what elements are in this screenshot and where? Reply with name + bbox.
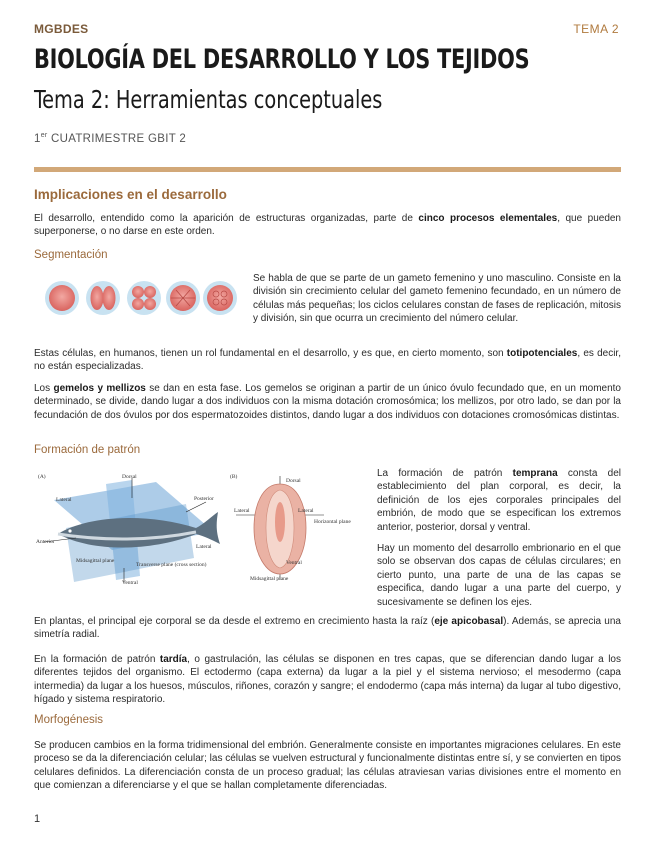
page-title: BIOLOGÍA DEL DESARROLLO Y LOS TEJIDOS — [34, 44, 530, 75]
label-posterior: Posterior — [194, 496, 214, 502]
divider — [34, 167, 621, 172]
pattern-heading: Formación de patrón — [34, 444, 141, 456]
body-axes-figure — [36, 470, 366, 586]
section-heading: Implicaciones en el desarrollo — [34, 187, 227, 202]
intro-paragraph: El desarrollo, entendido como la aparición de estructuras organizadas, parte de cinco procesos elementales, que pueden superponerse, o no darse en este orden. — [34, 213, 621, 238]
page-number: 1 — [34, 813, 41, 825]
label-horizontal-plane: Horizontal plane — [314, 519, 351, 525]
zygote-cell — [45, 281, 79, 315]
late-pattern-paragraph: En la formación de patrón tardía, o gastrulación, las células se disponen en tres capas, que se diferencian dando lugar a los diferentes tejidos del organismo. El ectodermo (capa externa) da lugar a la piel y el sistema nervioso; el mesodermo (capa intermedia) da lugar a los huesos, músculos, riñones, corazón y sangre; el endodermo (capa más interna) da lugar al tubo digestivo, hígado y sistema respiratorio. — [34, 654, 621, 706]
page-subtitle: Tema 2: Herramientas conceptuales — [34, 85, 383, 114]
embryo-layers-text: Hay un momento del desarrollo embrionario en el que solo se observan dos capas de células circulares; en cierto punto, una parte de una de las capas se especifica, dando lugar a una parte del cuerpo, y sucesivamente se definen los ejes. — [377, 543, 621, 608]
label-lateral-4: Lateral — [298, 508, 314, 514]
course-meta: 1er CUATRIMESTRE GBIT 2 — [34, 132, 187, 145]
label-dorsal: Dorsal — [122, 474, 137, 480]
fig-label-a: (A) — [38, 474, 46, 480]
twins-paragraph: Los gemelos y mellizos se dan en esta fase. Los gemelos se originan a partir de un único óvulo fecundado que, en un momento determinado, se divide, dando lugar a dos individuos con la misma dotación cromosómica; los mellizos, por otro lado, se dan por la fecundación de dos óvulos por dos espermatozoides distintos, dando lugar a dos individuos con dotaciones cromosómicas distintas. — [34, 383, 621, 421]
label-ventral: Ventral — [122, 580, 138, 586]
early-pattern-text: La formación de patrón temprana consta del establecimiento del plan corporal, es decir, la definición de los ejes corporales principales del embrión, de modo que se especifican los extremos anterior, posterior, dorsal y ventral. — [377, 468, 621, 533]
label-transverse: Transverse plane (cross section) — [136, 562, 207, 568]
label-anterior: Anterior — [36, 539, 55, 545]
topic-label: TEMA 2 — [573, 22, 619, 36]
course-code: MGBDES — [34, 22, 89, 36]
fig-label-b: (B) — [230, 474, 238, 480]
label-lateral: Lateral — [56, 497, 72, 503]
label-midsagittal-2: Midsagittal plane — [250, 576, 289, 582]
four-cell-stage — [127, 281, 161, 315]
plants-paragraph: En plantas, el principal eje corporal se da desde el extremo en crecimiento hasta la raíz (eje apicobasal). Además, se aprecia una simetría radial. — [34, 616, 621, 641]
cleavage-stages-figure — [40, 276, 240, 320]
totipotency-paragraph: Estas células, en humanos, tienen un rol fundamental en el desarrollo, y es que, en cierto momento, son totipotenciales, es decir, no están especializadas. — [34, 348, 621, 373]
segmentation-heading: Segmentación — [34, 249, 108, 261]
label-dorsal-2: Dorsal — [286, 478, 301, 484]
label-ventral-2: Ventral — [286, 560, 302, 566]
morphogenesis-paragraph: Se producen cambios en la forma tridimensional del embrión. Generalmente consiste en importantes migraciones celulares. En este proceso se da la diferenciación celular; las células se vuelven estructural y funcionalmente distintas entre sí, y se convierten en tipos celulares definidos. La diferenciación consta de un proceso gradual; las células atraviesan varias divisiones entre el momento en que comienzan a diferenciarse y el que se hallan completamente diferenciadas. — [34, 740, 621, 792]
eight-cell-stage — [166, 281, 200, 315]
morula-stage — [203, 281, 237, 315]
label-lateral-3: Lateral — [196, 544, 212, 550]
morphogenesis-heading: Morfogénesis — [34, 714, 104, 726]
segmentation-text: Se habla de que se parte de un gameto femenino y uno masculino. Consiste en la división sin crecimiento celular del gameto femenino fecundado, en un número de células más pequeñas; los ciclos celulares constan de fases de replicación, mitosis y división, sin que ocurra un crecimiento del número celular. — [253, 273, 621, 325]
label-lateral-2: Lateral — [234, 508, 250, 514]
label-midsagittal: Midsagittal plane — [76, 558, 115, 564]
two-cell-stage — [86, 281, 120, 315]
